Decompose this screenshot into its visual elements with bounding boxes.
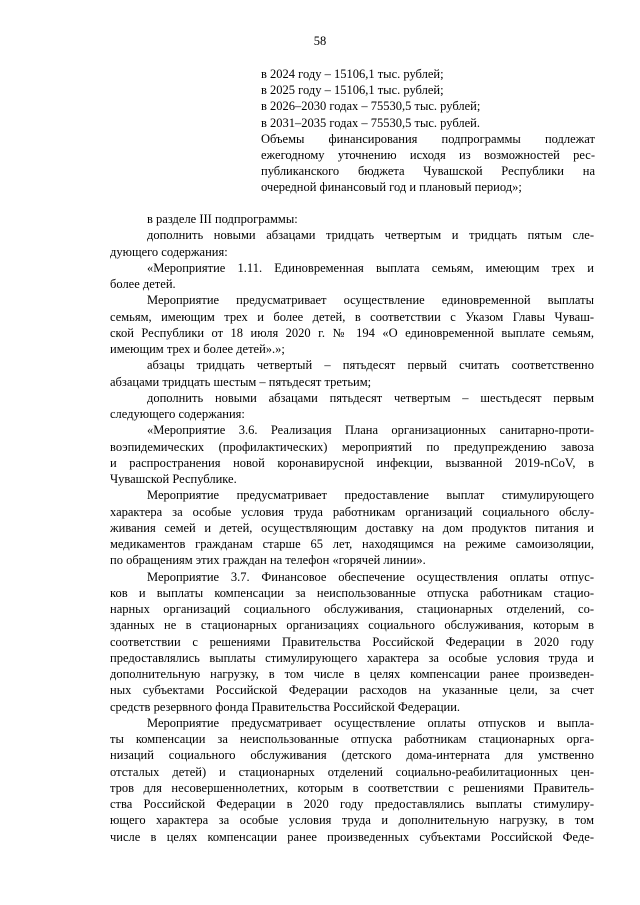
- body-text-line: нарных организаций социального обслуживания, стационарных отделений, со-: [110, 602, 594, 616]
- body-text-line: дополнить новыми абзацами пятьдесят четвертым – шестьдесят первым: [147, 390, 594, 405]
- funding-note-line: Объемы финансирования подпрограммы подлежат: [261, 131, 595, 146]
- body-text-line: следующего содержания:: [110, 407, 245, 421]
- body-text-line: имеющим трех и более детей».»;: [110, 342, 285, 356]
- funding-note-line: публиканского бюджета Чувашской Республики на: [261, 164, 595, 179]
- funding-line-2025: в 2025 году – 15106,1 тыс. рублей;: [261, 83, 444, 98]
- body-text-line: зданных не в стационарных организациях социального обслуживания, которым в: [110, 618, 594, 633]
- body-text-line: ных субъектами Российской Федерации расходов на указанные цели, за счет: [110, 683, 594, 698]
- body-text-line: Чувашской Республике.: [110, 472, 237, 486]
- body-text-line: характера за особые условия труда работникам организаций социального обслу-: [110, 504, 594, 519]
- body-text-line: по обращениям этих граждан на телефон «горячей линии».: [110, 553, 426, 568]
- body-text-line: «Мероприятие 1.11. Единовременная выплата семьям, имеющим трех и: [147, 260, 594, 275]
- body-text-line: низаций социального обслуживания (детского дома-интерната для умственно: [110, 748, 594, 763]
- funding-line-2024: в 2024 году – 15106,1 тыс. рублей;: [261, 67, 444, 81]
- body-text-line: числе в целях компенсации ранее произведенных субъектами Российской Феде-: [110, 829, 594, 844]
- body-text-line: воэпидемических (профилактических) мероприятий по предупреждению завоза: [110, 439, 594, 454]
- funding-line-2026-2030: в 2026–2030 годах – 75530,5 тыс. рублей;: [261, 99, 481, 114]
- body-text-line: дополнительную нагрузку, в том числе в целях компенсации ранее произведен-: [110, 667, 594, 681]
- body-text-line: семьям, имеющим трех и более детей, в соответствии с Указом Главы Чуваш-: [110, 309, 594, 324]
- funding-line-2031-2035: в 2031–2035 годах – 75530,5 тыс. рублей.: [261, 115, 480, 130]
- body-text-line: живания семей и детей, осуществляющим доставку на дом продуктов питания и: [110, 520, 594, 535]
- body-text-line: Мероприятие предусматривает осуществление единовременной выплаты: [147, 293, 594, 308]
- body-text-line: средств резервного фонда Правительства Российской Федерации.: [110, 699, 461, 714]
- body-text-line: абзацами тридцать шестым – пятьдесят третьим;: [110, 374, 372, 389]
- document-body: [110, 211, 594, 845]
- funding-amounts-block: [261, 66, 595, 196]
- body-text-line: и распространения новой коронавирусной инфекции, вызванной 2019-nCoV, в: [110, 455, 594, 470]
- body-text-line: соответствии с решениями Правительства Российской Федерации в 2020 году: [110, 634, 594, 649]
- body-text-line: «Мероприятие 3.6. Реализация Плана организационных санитарно-проти-: [147, 423, 594, 438]
- body-text-line: Мероприятие предусматривает предоставление выплат стимулирующего: [147, 488, 594, 503]
- body-text-line: ской Республики от 18 июля 2020 г. № 194 «О единовременной выплате семьям,: [110, 325, 594, 340]
- body-text-line: ства Российской Федерации в 2020 году предоставлялись выплаты стимулиру-: [110, 797, 594, 811]
- body-text-line: более детей.: [110, 277, 176, 291]
- funding-note-line: очередной финансовый год и плановый период»;: [261, 180, 522, 195]
- body-text-line: ков и выплаты компенсации за неиспользованные отпуска работникам стацио-: [110, 585, 594, 600]
- body-text-line: отсталых детей) и стационарных отделений социально-реабилитационных цен-: [110, 764, 594, 779]
- body-text-line: в разделе III подпрограммы:: [147, 212, 298, 226]
- body-text-line: ющего характера за особые условия труда и дополнительную нагрузку, в том: [110, 813, 594, 828]
- body-text-line: тров для несовершеннолетних, которым в соответствии с решениями Правитель-: [110, 780, 594, 795]
- page-number: 58: [313, 34, 327, 48]
- body-text-line: Мероприятие 3.7. Финансовое обеспечение осуществления оплаты отпус-: [147, 569, 594, 584]
- body-text-line: дующего содержания:: [110, 244, 228, 259]
- body-text-line: медикаментов гражданам старше 65 лет, находящимся на режиме самоизоляции,: [110, 537, 594, 551]
- body-text-line: абзацы тридцать четвертый – пятьдесят первый считать соответственно: [147, 358, 594, 373]
- body-text-line: ты компенсации за неиспользованные отпуска работникам стационарных орга-: [110, 732, 594, 746]
- body-text-line: предоставлялись выплаты стимулирующего характера за особые условия труда и: [110, 650, 594, 665]
- body-text-line: дополнить новыми абзацами тридцать четвертым и тридцать пятым сле-: [147, 228, 594, 243]
- funding-note-line: ежегодному уточнению исходя из возможностей рес-: [261, 148, 595, 163]
- body-text-line: Мероприятие предусматривает осуществление оплаты отпусков и выпла-: [147, 715, 594, 730]
